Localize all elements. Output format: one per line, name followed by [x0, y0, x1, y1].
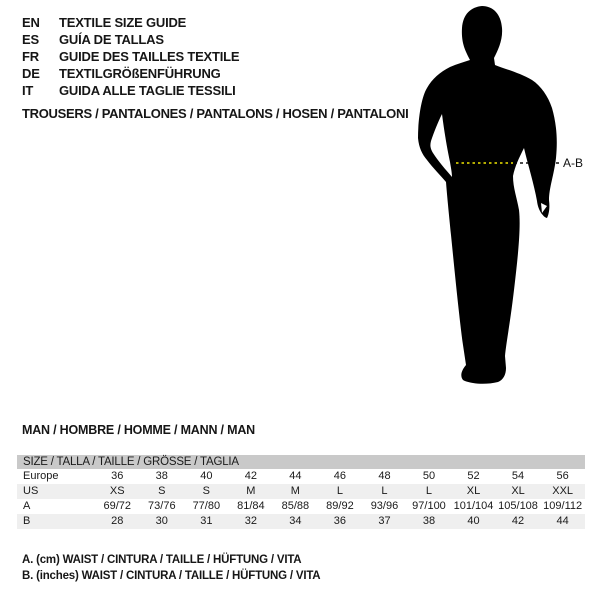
size-cell: 36 [333, 515, 347, 527]
table-row-a-cm [17, 499, 585, 514]
size-cell: 46 [333, 470, 347, 482]
size-cell: 56 [556, 470, 569, 482]
footnote-b: B. (inches) WAIST / CINTURA / TAILLE / HÜFTUNG / VITA [22, 569, 321, 582]
size-cell: M [290, 485, 300, 497]
size-cell: 44 [289, 470, 302, 482]
language-title: GUIDE DES TAILLES TEXTILE [59, 49, 240, 64]
size-cell: S [202, 485, 210, 497]
size-cell: 54 [511, 470, 525, 482]
section-title-man: MAN / HOMBRE / HOMME / MANN / MAN [22, 423, 255, 437]
size-cell: 48 [378, 470, 391, 482]
size-cell: L [336, 485, 343, 497]
table-row-us [17, 484, 585, 499]
size-cell: XS [109, 485, 125, 497]
size-cell: 42 [511, 515, 525, 527]
size-cell: 109/112 [543, 500, 583, 512]
language-code: DE [22, 66, 40, 81]
size-cell: XL [466, 485, 481, 497]
size-cell: 34 [289, 515, 302, 527]
measure-label: A-B [563, 156, 584, 170]
row-label: B [23, 515, 31, 527]
table-row-europe [17, 469, 585, 484]
size-cell: 50 [422, 470, 436, 482]
row-label: Europe [23, 470, 59, 482]
language-title: TEXTILGRÖßENFÜHRUNG [59, 66, 221, 81]
size-cell: 105/108 [498, 500, 538, 512]
size-cell: 30 [155, 515, 168, 527]
language-code: ES [22, 32, 39, 47]
size-cell: 93/96 [370, 500, 399, 512]
size-cell: L [381, 485, 388, 497]
size-cell: XL [511, 485, 525, 497]
size-cell: XXL [552, 485, 574, 497]
garment-title: TROUSERS / PANTALONES / PANTALONS / HOSEN / PANTALONI [22, 106, 409, 121]
size-table-header-row [17, 455, 585, 469]
size-cell: 28 [111, 515, 124, 527]
language-code: FR [22, 49, 39, 64]
row-label: A [23, 500, 31, 512]
language-title: GUÍA DE TALLAS [59, 32, 164, 47]
size-cell: L [425, 485, 433, 497]
man-silhouette [418, 6, 557, 384]
size-cell: S [158, 485, 166, 497]
size-cell: 40 [467, 515, 480, 527]
size-cell: 38 [155, 470, 168, 482]
size-cell: 44 [556, 515, 569, 527]
size-cell: 69/72 [103, 500, 132, 512]
size-cell: M [246, 485, 256, 497]
size-cell: 36 [111, 470, 124, 482]
size-cell: 101/104 [453, 500, 494, 512]
size-cell: 52 [467, 470, 480, 482]
language-code: IT [22, 83, 34, 98]
language-title: TEXTILE SIZE GUIDE [59, 15, 187, 30]
size-cell: 32 [244, 515, 257, 527]
size-cell: 42 [244, 470, 257, 482]
size-cell: 89/92 [326, 500, 354, 512]
size-cell: 31 [200, 515, 213, 527]
size-cell: 38 [422, 515, 436, 527]
size-cell: 81/84 [237, 500, 265, 512]
size-table-header: SIZE / TALLA / TAILLE / GRÖSSE / TAGLIA [17, 455, 585, 469]
table-row-b-inches [17, 514, 585, 529]
footnote-a: A. (cm) WAIST / CINTURA / TAILLE / HÜFTUNG / VITA [22, 554, 302, 566]
size-cell: 85/88 [281, 500, 310, 512]
size-cell: 77/80 [192, 500, 221, 512]
language-title: GUIDA ALLE TAGLIE TESSILI [59, 83, 236, 98]
size-cell: 37 [378, 515, 391, 527]
size-cell: 97/100 [412, 500, 446, 512]
footnotes [22, 553, 320, 584]
size-cell: 73/76 [148, 500, 176, 512]
size-cell: 40 [200, 470, 213, 482]
row-label: US [23, 485, 39, 497]
language-code: EN [22, 15, 40, 30]
size-table [17, 455, 585, 529]
